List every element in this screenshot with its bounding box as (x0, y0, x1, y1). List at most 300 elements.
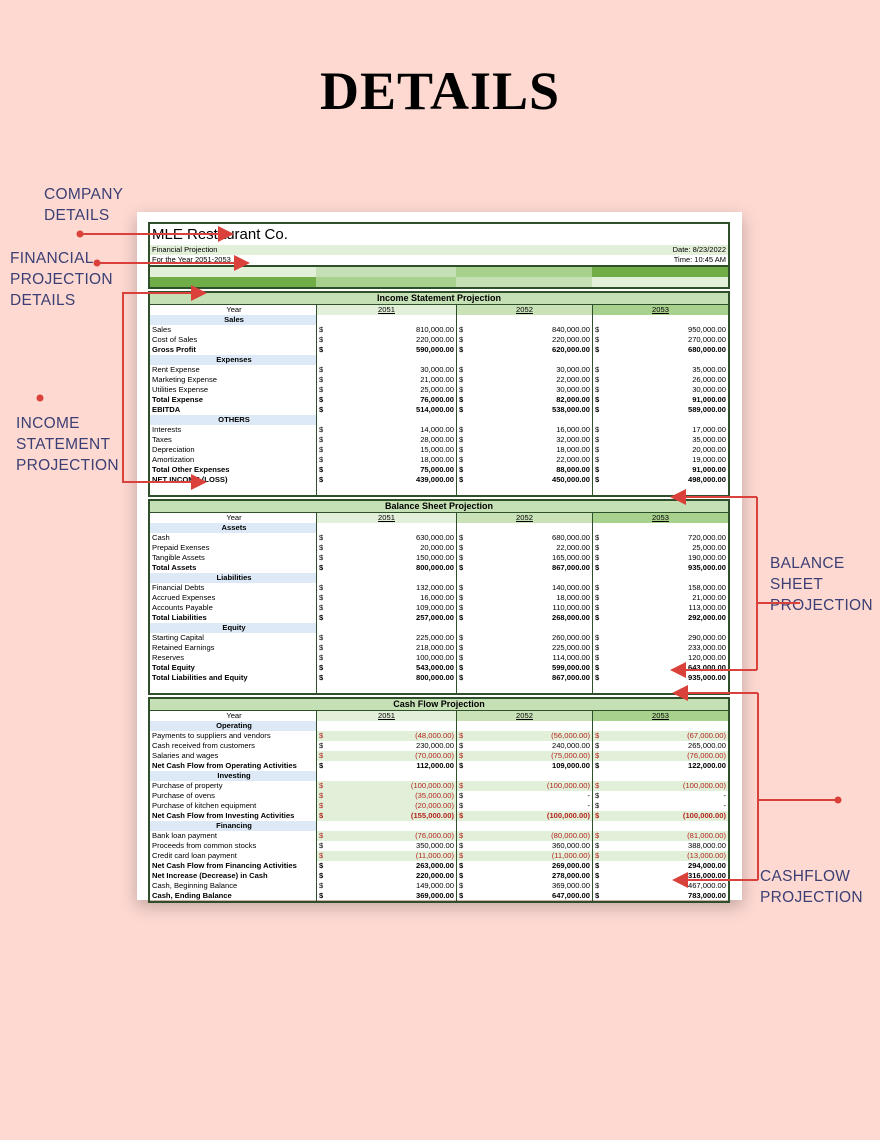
row-label: Financial Debts (152, 583, 205, 592)
currency-symbol: $ (595, 841, 600, 850)
currency-symbol: $ (595, 891, 600, 900)
value: 233,000.00 (687, 643, 726, 652)
row-label: Total Liabilities (152, 613, 207, 622)
value: 109,000.00 (551, 761, 590, 770)
row-label: Depreciation (152, 445, 195, 454)
row-label: Sales (150, 315, 316, 325)
currency-symbol: $ (595, 593, 600, 602)
currency-symbol: $ (319, 751, 324, 760)
value: 114,000.00 (552, 653, 590, 662)
value: 257,000.00 (415, 613, 454, 622)
value: 18,000.00 (420, 455, 454, 464)
value: 538,000.00 (551, 405, 590, 414)
currency-symbol: $ (595, 553, 600, 562)
currency-symbol: $ (319, 435, 324, 444)
currency-symbol: $ (459, 543, 464, 552)
value: 16,000.00 (556, 425, 590, 434)
currency-symbol: $ (459, 345, 464, 354)
currency-symbol: $ (459, 761, 464, 770)
currency-symbol: $ (595, 425, 600, 434)
row-label: Reserves (152, 653, 185, 662)
currency-symbol: $ (595, 791, 600, 800)
row-label: Purchase of kitchen equipment (152, 801, 257, 810)
value: (100,000.00) (410, 781, 454, 790)
year-header: 2053 (592, 711, 728, 721)
currency-symbol: $ (595, 385, 600, 394)
value: 76,000.00 (420, 395, 454, 404)
currency-symbol: $ (459, 861, 464, 870)
currency-symbol: $ (595, 533, 600, 542)
currency-symbol: $ (459, 425, 464, 434)
currency-symbol: $ (459, 475, 464, 484)
value: 498,000.00 (687, 475, 726, 484)
row-label: Total Expense (152, 395, 203, 404)
value: (100,000.00) (682, 811, 726, 820)
row-label: Credit card loan payment (152, 851, 237, 860)
currency-symbol: $ (459, 633, 464, 642)
value: 230,000.00 (415, 741, 454, 750)
currency-symbol: $ (319, 395, 324, 404)
value: 19,000.00 (692, 455, 726, 464)
row-label: Gross Profit (152, 345, 196, 354)
value: 150,000.00 (415, 553, 454, 562)
currency-symbol: $ (595, 801, 600, 810)
row-label: Cash, Beginning Balance (152, 881, 238, 890)
value: 120,000.00 (687, 653, 726, 662)
currency-symbol: $ (319, 425, 324, 434)
note-income-statement: INCOME STATEMENT PROJECTION (16, 415, 119, 474)
row-label: Net Increase (Decrease) in Cash (152, 871, 268, 880)
value: 91,000.00 (692, 395, 726, 404)
value: 294,000.00 (687, 861, 726, 870)
currency-symbol: $ (459, 405, 464, 414)
row-label: Starting Capital (152, 633, 204, 642)
currency-symbol: $ (319, 603, 324, 612)
currency-symbol: $ (319, 593, 324, 602)
currency-symbol: $ (319, 881, 324, 890)
section-title: Cash Flow Projection (150, 699, 728, 711)
value: 260,000.00 (551, 633, 590, 642)
currency-symbol: $ (595, 881, 600, 890)
year-header: 2051 (316, 305, 456, 315)
currency-symbol: $ (459, 781, 464, 790)
row-label: OTHERS (150, 415, 316, 425)
value: (155,000.00) (410, 811, 454, 820)
value: (20,000.00) (415, 801, 454, 810)
value: 369,000.00 (415, 891, 454, 900)
value: (11,000.00) (551, 851, 590, 860)
currency-symbol: $ (459, 563, 464, 572)
currency-symbol: $ (319, 553, 324, 562)
currency-symbol: $ (595, 325, 600, 334)
value: (81,000.00) (687, 831, 726, 840)
value: 720,000.00 (687, 533, 726, 542)
value: 165,000.00 (551, 553, 590, 562)
value: 17,000.00 (692, 425, 726, 434)
currency-symbol: $ (459, 801, 464, 810)
value: 225,000.00 (415, 633, 454, 642)
section-title: Income Statement Projection (150, 293, 728, 305)
currency-symbol: $ (319, 731, 324, 740)
currency-symbol: $ (319, 831, 324, 840)
value: 21,000.00 (420, 375, 454, 384)
value: (100,000.00) (546, 781, 590, 790)
value: 225,000.00 (551, 643, 590, 652)
row-label: Liabilities (150, 573, 316, 583)
currency-symbol: $ (595, 761, 600, 770)
value: 21,000.00 (692, 593, 726, 602)
row-label: Accrued Expenses (152, 593, 216, 602)
row-label: Assets (150, 523, 316, 533)
currency-symbol: $ (319, 583, 324, 592)
value: (100,000.00) (546, 811, 590, 820)
company-name: MLE Restaurant Co. (152, 226, 288, 243)
row-label: Salaries and wages (152, 751, 219, 760)
date: Date: 8/23/2022 (672, 245, 726, 254)
value: 265,000.00 (687, 741, 726, 750)
row-label: Net Cash Flow from Investing Activities (152, 811, 295, 820)
currency-symbol: $ (459, 445, 464, 454)
value: 292,000.00 (687, 613, 726, 622)
currency-symbol: $ (459, 325, 464, 334)
currency-symbol: $ (459, 751, 464, 760)
currency-symbol: $ (595, 395, 600, 404)
value: 14,000.00 (420, 425, 454, 434)
value: 290,000.00 (687, 633, 726, 642)
currency-symbol: $ (595, 613, 600, 622)
subtitle: Financial Projection (152, 245, 218, 254)
currency-symbol: $ (595, 455, 600, 464)
value: 30,000.00 (556, 385, 590, 394)
row-label: Tangible Assets (152, 553, 205, 562)
row-label: Marketing Expense (152, 375, 218, 384)
currency-symbol: $ (319, 861, 324, 870)
currency-symbol: $ (595, 831, 600, 840)
currency-symbol: $ (459, 375, 464, 384)
value: - (723, 791, 726, 800)
currency-symbol: $ (319, 741, 324, 750)
currency-symbol: $ (459, 653, 464, 662)
row-label: Interests (152, 425, 182, 434)
row-label: Expenses (150, 355, 316, 365)
currency-symbol: $ (459, 455, 464, 464)
value: 630,000.00 (415, 533, 454, 542)
value: 220,000.00 (551, 335, 590, 344)
value: - (723, 801, 726, 810)
row-label: Cash received from customers (152, 741, 255, 750)
value: 88,000.00 (556, 465, 590, 474)
currency-symbol: $ (319, 871, 324, 880)
currency-symbol: $ (459, 791, 464, 800)
year-header: 2053 (592, 305, 728, 315)
row-label: Accounts Payable (152, 603, 213, 612)
currency-symbol: $ (319, 375, 324, 384)
currency-symbol: $ (459, 593, 464, 602)
year-label: Year (226, 305, 242, 314)
value: 867,000.00 (551, 673, 590, 682)
period: For the Year 2051-2053 (152, 255, 231, 264)
value: 220,000.00 (415, 335, 454, 344)
value: 30,000.00 (556, 365, 590, 374)
value: 810,000.00 (415, 325, 454, 334)
row-label: Total Equity (152, 663, 195, 672)
currency-symbol: $ (595, 475, 600, 484)
currency-symbol: $ (459, 841, 464, 850)
value: 110,000.00 (552, 603, 590, 612)
currency-symbol: $ (319, 365, 324, 374)
row-label: EBITDA (152, 405, 181, 414)
currency-symbol: $ (319, 465, 324, 474)
currency-symbol: $ (459, 603, 464, 612)
value: 18,000.00 (556, 445, 590, 454)
value: 82,000.00 (556, 395, 590, 404)
value: (48,000.00) (415, 731, 454, 740)
currency-symbol: $ (595, 335, 600, 344)
value: 680,000.00 (687, 345, 726, 354)
currency-symbol: $ (459, 831, 464, 840)
value: 543,000.00 (415, 663, 454, 672)
value: 26,000.00 (692, 375, 726, 384)
currency-symbol: $ (595, 643, 600, 652)
year-header: 2053 (592, 513, 728, 523)
row-label: Financing (150, 821, 316, 831)
value: 112,000.00 (416, 761, 454, 770)
row-label: Purchase of ovens (152, 791, 215, 800)
currency-symbol: $ (595, 851, 600, 860)
currency-symbol: $ (595, 435, 600, 444)
value: (13,000.00) (687, 851, 726, 860)
currency-symbol: $ (595, 445, 600, 454)
value: 867,000.00 (551, 563, 590, 572)
value: 270,000.00 (687, 335, 726, 344)
value: 439,000.00 (415, 475, 454, 484)
value: 240,000.00 (551, 741, 590, 750)
currency-symbol: $ (595, 583, 600, 592)
value: 190,000.00 (687, 553, 726, 562)
currency-symbol: $ (319, 385, 324, 394)
currency-symbol: $ (319, 811, 324, 820)
currency-symbol: $ (319, 673, 324, 682)
currency-symbol: $ (319, 543, 324, 552)
year-header: 2051 (316, 513, 456, 523)
currency-symbol: $ (595, 375, 600, 384)
value: 643,000.00 (687, 663, 726, 672)
value: 20,000.00 (692, 445, 726, 454)
value: 935,000.00 (687, 673, 726, 682)
currency-symbol: $ (595, 345, 600, 354)
value: 30,000.00 (420, 365, 454, 374)
value: 783,000.00 (687, 891, 726, 900)
currency-symbol: $ (459, 891, 464, 900)
currency-symbol: $ (319, 891, 324, 900)
currency-symbol: $ (319, 633, 324, 642)
year-header: 2052 (456, 513, 592, 523)
value: 467,000.00 (687, 881, 726, 890)
currency-symbol: $ (459, 435, 464, 444)
value: 350,000.00 (415, 841, 454, 850)
currency-symbol: $ (595, 861, 600, 870)
currency-symbol: $ (595, 731, 600, 740)
currency-symbol: $ (595, 653, 600, 662)
value: 269,000.00 (551, 861, 590, 870)
currency-symbol: $ (319, 475, 324, 484)
value: 263,000.00 (415, 861, 454, 870)
value: (100,000.00) (682, 781, 726, 790)
row-label: Retained Earnings (152, 643, 215, 652)
value: 91,000.00 (692, 465, 726, 474)
value: 35,000.00 (692, 435, 726, 444)
currency-symbol: $ (459, 553, 464, 562)
currency-symbol: $ (595, 673, 600, 682)
currency-symbol: $ (319, 841, 324, 850)
currency-symbol: $ (595, 465, 600, 474)
currency-symbol: $ (319, 613, 324, 622)
row-label: Payments to suppliers and vendors (152, 731, 271, 740)
value: 22,000.00 (556, 543, 590, 552)
currency-symbol: $ (319, 345, 324, 354)
currency-symbol: $ (459, 673, 464, 682)
currency-symbol: $ (459, 533, 464, 542)
value: 30,000.00 (692, 385, 726, 394)
value: 840,000.00 (551, 325, 590, 334)
value: 158,000.00 (687, 583, 726, 592)
value: 369,000.00 (551, 881, 590, 890)
value: 149,000.00 (415, 881, 454, 890)
value: 100,000.00 (415, 653, 454, 662)
note-financial-projection: FINANCIAL PROJECTION DETAILS (10, 250, 113, 309)
value: (80,000.00) (551, 831, 590, 840)
value: 647,000.00 (551, 891, 590, 900)
value: 32,000.00 (556, 435, 590, 444)
currency-symbol: $ (459, 851, 464, 860)
currency-symbol: $ (595, 663, 600, 672)
row-label: Total Other Expenses (152, 465, 230, 474)
currency-symbol: $ (595, 365, 600, 374)
value: (11,000.00) (415, 851, 454, 860)
row-label: Purchase of property (152, 781, 223, 790)
row-label: Investing (150, 771, 316, 781)
value: 75,000.00 (420, 465, 454, 474)
page-title: DETAILS (319, 61, 561, 121)
currency-symbol: $ (595, 633, 600, 642)
row-label: NET INCOME (LOSS) (152, 475, 228, 484)
currency-symbol: $ (595, 781, 600, 790)
value: 316,000.00 (687, 871, 726, 880)
value: - (587, 801, 590, 810)
currency-symbol: $ (319, 643, 324, 652)
currency-symbol: $ (459, 871, 464, 880)
row-label: Utilities Expense (152, 385, 209, 394)
value: 20,000.00 (420, 543, 454, 552)
note-company-details: COMPANY DETAILS (44, 186, 124, 224)
value: (75,000.00) (551, 751, 590, 760)
currency-symbol: $ (319, 801, 324, 810)
value: 268,000.00 (551, 613, 590, 622)
currency-symbol: $ (319, 653, 324, 662)
year-label: Year (226, 711, 242, 720)
value: 35,000.00 (692, 365, 726, 374)
row-label: Operating (150, 721, 316, 731)
row-label: Cash (152, 533, 170, 542)
row-label: Rent Expense (152, 365, 200, 374)
row-label: Bank loan payment (152, 831, 218, 840)
value: 800,000.00 (415, 673, 454, 682)
value: 450,000.00 (551, 475, 590, 484)
value: (67,000.00) (687, 731, 726, 740)
currency-symbol: $ (459, 643, 464, 652)
year-header: 2052 (456, 305, 592, 315)
currency-symbol: $ (319, 325, 324, 334)
value: 620,000.00 (551, 345, 590, 354)
currency-symbol: $ (459, 741, 464, 750)
currency-symbol: $ (319, 761, 324, 770)
value: 113,000.00 (688, 603, 726, 612)
row-label: Proceeds from common stocks (152, 841, 257, 850)
value: 140,000.00 (551, 583, 590, 592)
currency-symbol: $ (595, 741, 600, 750)
currency-symbol: $ (459, 385, 464, 394)
currency-symbol: $ (595, 543, 600, 552)
currency-symbol: $ (319, 663, 324, 672)
value: 22,000.00 (556, 455, 590, 464)
currency-symbol: $ (595, 603, 600, 612)
value: 15,000.00 (420, 445, 454, 454)
value: (76,000.00) (687, 751, 726, 760)
currency-symbol: $ (459, 395, 464, 404)
value: 16,000.00 (420, 593, 454, 602)
value: 122,000.00 (687, 761, 726, 770)
currency-symbol: $ (319, 781, 324, 790)
value: 220,000.00 (415, 871, 454, 880)
row-label: Sales (152, 325, 171, 334)
value: 599,000.00 (551, 663, 590, 672)
year-header: 2051 (316, 711, 456, 721)
currency-symbol: $ (459, 663, 464, 672)
row-label: Net Cash Flow from Operating Activities (152, 761, 297, 770)
value: 950,000.00 (687, 325, 726, 334)
value: (76,000.00) (415, 831, 454, 840)
value: 109,000.00 (415, 603, 454, 612)
currency-symbol: $ (459, 335, 464, 344)
row-label: Amortization (152, 455, 195, 464)
note-balance-sheet: BALANCE SHEET PROJECTION (770, 555, 873, 614)
value: 935,000.00 (687, 563, 726, 572)
section-title: Balance Sheet Projection (150, 501, 728, 513)
currency-symbol: $ (595, 751, 600, 760)
value: 132,000.00 (415, 583, 454, 592)
currency-symbol: $ (459, 365, 464, 374)
row-label: Cash, Ending Balance (152, 891, 232, 900)
value: (56,000.00) (551, 731, 590, 740)
currency-symbol: $ (319, 851, 324, 860)
value: 278,000.00 (551, 871, 590, 880)
value: (35,000.00) (415, 791, 454, 800)
currency-symbol: $ (319, 405, 324, 414)
value: 800,000.00 (415, 563, 454, 572)
year-header: 2052 (456, 711, 592, 721)
value: 25,000.00 (420, 385, 454, 394)
value: - (587, 791, 590, 800)
currency-symbol: $ (595, 871, 600, 880)
row-label: Taxes (152, 435, 172, 444)
row-label: Total Liabilities and Equity (152, 673, 248, 682)
currency-symbol: $ (595, 563, 600, 572)
row-label: Net Cash Flow from Financing Activities (152, 861, 297, 870)
value: 25,000.00 (692, 543, 726, 552)
value: 680,000.00 (551, 533, 590, 542)
value: 514,000.00 (415, 405, 454, 414)
currency-symbol: $ (319, 445, 324, 454)
